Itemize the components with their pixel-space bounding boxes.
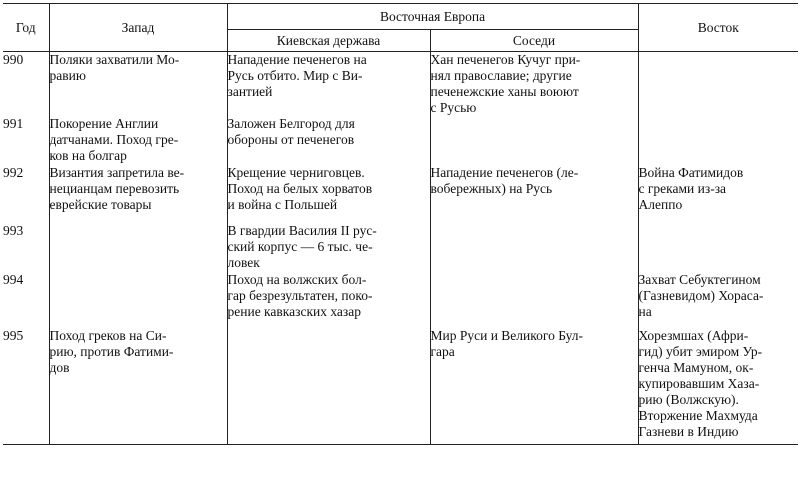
cell-line: Поход греков на Си- bbox=[49, 328, 167, 343]
cell-line: Хан печенегов Кучуг при- bbox=[430, 52, 581, 67]
neighbors-cell bbox=[430, 116, 638, 165]
cell-line: Заложен Белгород для bbox=[227, 116, 355, 131]
cell-line: печенежские ханы воюют bbox=[430, 84, 579, 99]
cell-line: на bbox=[638, 304, 652, 319]
cell-line: равию bbox=[49, 68, 86, 83]
cell-line: Византия запретила ве- bbox=[49, 165, 185, 180]
east-cell bbox=[638, 52, 798, 117]
cell-line: купировавшим Хаза- bbox=[638, 376, 760, 391]
cell-line: еврейские товары bbox=[49, 197, 152, 212]
header-row-top bbox=[3, 4, 798, 30]
cell-line: ский корпус — 6 тыс. че- bbox=[227, 239, 373, 254]
east-cell bbox=[638, 328, 798, 445]
cell-line: и война с Польшей bbox=[227, 197, 338, 212]
cell-line: с греками из-за bbox=[638, 181, 727, 196]
year-cell: 991 bbox=[3, 116, 24, 131]
cell-line: ков на болгар bbox=[49, 148, 127, 163]
west-cell bbox=[49, 328, 227, 445]
cell-line: (Газневидом) Хораса- bbox=[638, 288, 764, 303]
cell-line: рию (Волжскую). bbox=[638, 392, 739, 407]
table-row bbox=[3, 223, 798, 272]
neighbors-cell bbox=[430, 328, 638, 445]
table-body bbox=[3, 52, 798, 445]
kievan-state-cell bbox=[227, 328, 430, 445]
neighbors-cell bbox=[430, 272, 638, 328]
cell-line: рение кавказских хазар bbox=[227, 304, 361, 319]
cell-line: Поход на волжских бол- bbox=[227, 272, 367, 287]
cell-line: Крещение черниговцев. bbox=[227, 165, 365, 180]
cell-line: Война Фатимидов bbox=[638, 165, 744, 180]
west-cell bbox=[49, 165, 227, 223]
cell-line: нял православие; другие bbox=[430, 68, 572, 83]
east-cell bbox=[638, 272, 798, 328]
header-year: Год bbox=[3, 4, 49, 52]
cell-line: Хорезмшах (Афри- bbox=[638, 328, 749, 343]
cell-line: генча Мамуном, ок- bbox=[638, 360, 754, 375]
kievan-state-cell bbox=[227, 272, 430, 328]
year-cell: 994 bbox=[3, 272, 24, 287]
table-row bbox=[3, 165, 798, 223]
west-cell bbox=[49, 272, 227, 328]
header-kievan-state: Киевская держава bbox=[227, 30, 430, 52]
kievan-state-cell bbox=[227, 223, 430, 272]
table-row bbox=[3, 116, 798, 165]
cell-line: В гвардии Василия II рус- bbox=[227, 223, 377, 238]
cell-line: нецианцам перевозить bbox=[49, 181, 180, 196]
header-east: Восток bbox=[638, 4, 798, 52]
cell-line: зантией bbox=[227, 84, 273, 99]
west-cell bbox=[49, 223, 227, 272]
cell-line: Мир Руси и Великого Бул- bbox=[430, 328, 584, 343]
table-row bbox=[3, 272, 798, 328]
neighbors-cell bbox=[430, 165, 638, 223]
east-cell bbox=[638, 116, 798, 165]
cell-line: Вторжение Махмуда bbox=[638, 408, 758, 423]
kievan-state-cell bbox=[227, 165, 430, 223]
cell-line: Захват Себуктегином bbox=[638, 272, 761, 287]
neighbors-cell bbox=[430, 52, 638, 117]
cell-line: Алеппо bbox=[638, 197, 683, 212]
cell-line: с Русью bbox=[430, 100, 477, 115]
cell-line: дов bbox=[49, 360, 70, 375]
cell-line: гар безрезультатен, поко- bbox=[227, 288, 373, 303]
header-neighbors: Соседи bbox=[430, 30, 638, 52]
kievan-state-cell bbox=[227, 116, 430, 165]
neighbors-cell bbox=[430, 223, 638, 272]
table-row bbox=[3, 328, 798, 445]
table-row bbox=[3, 52, 798, 117]
cell-line: датчанами. Поход гре- bbox=[49, 132, 179, 147]
cell-line: Нападение печенегов на bbox=[227, 52, 367, 67]
east-cell bbox=[638, 223, 798, 272]
cell-line: обороны от печенегов bbox=[227, 132, 355, 147]
west-cell bbox=[49, 52, 227, 117]
cell-line: вобережных) на Русь bbox=[430, 181, 553, 196]
cell-line: гара bbox=[430, 344, 455, 359]
east-cell bbox=[638, 165, 798, 223]
west-cell bbox=[49, 116, 227, 165]
cell-line: ловек bbox=[227, 255, 260, 270]
cell-line: рию, против Фатими- bbox=[49, 344, 174, 359]
kievan-state-cell bbox=[227, 52, 430, 117]
cell-line: Поляки захватили Мо- bbox=[49, 52, 180, 67]
year-cell: 990 bbox=[3, 52, 24, 67]
year-cell: 992 bbox=[3, 165, 24, 180]
cell-line: Нападение печенегов (ле- bbox=[430, 165, 579, 180]
year-cell: 993 bbox=[3, 223, 24, 238]
cell-line: гид) убит эмиром Ур- bbox=[638, 344, 763, 359]
year-cell: 995 bbox=[3, 328, 49, 445]
header-west: Запад bbox=[49, 4, 227, 52]
chronology-table bbox=[3, 3, 798, 445]
header-eastern-europe: Восточная Европа bbox=[227, 4, 638, 30]
cell-line: Русь отбито. Мир с Ви- bbox=[227, 68, 363, 83]
cell-line: Покорение Англии bbox=[49, 116, 159, 131]
cell-line: Поход на белых хорватов bbox=[227, 181, 373, 196]
cell-line: Газневи в Индию bbox=[638, 424, 739, 439]
